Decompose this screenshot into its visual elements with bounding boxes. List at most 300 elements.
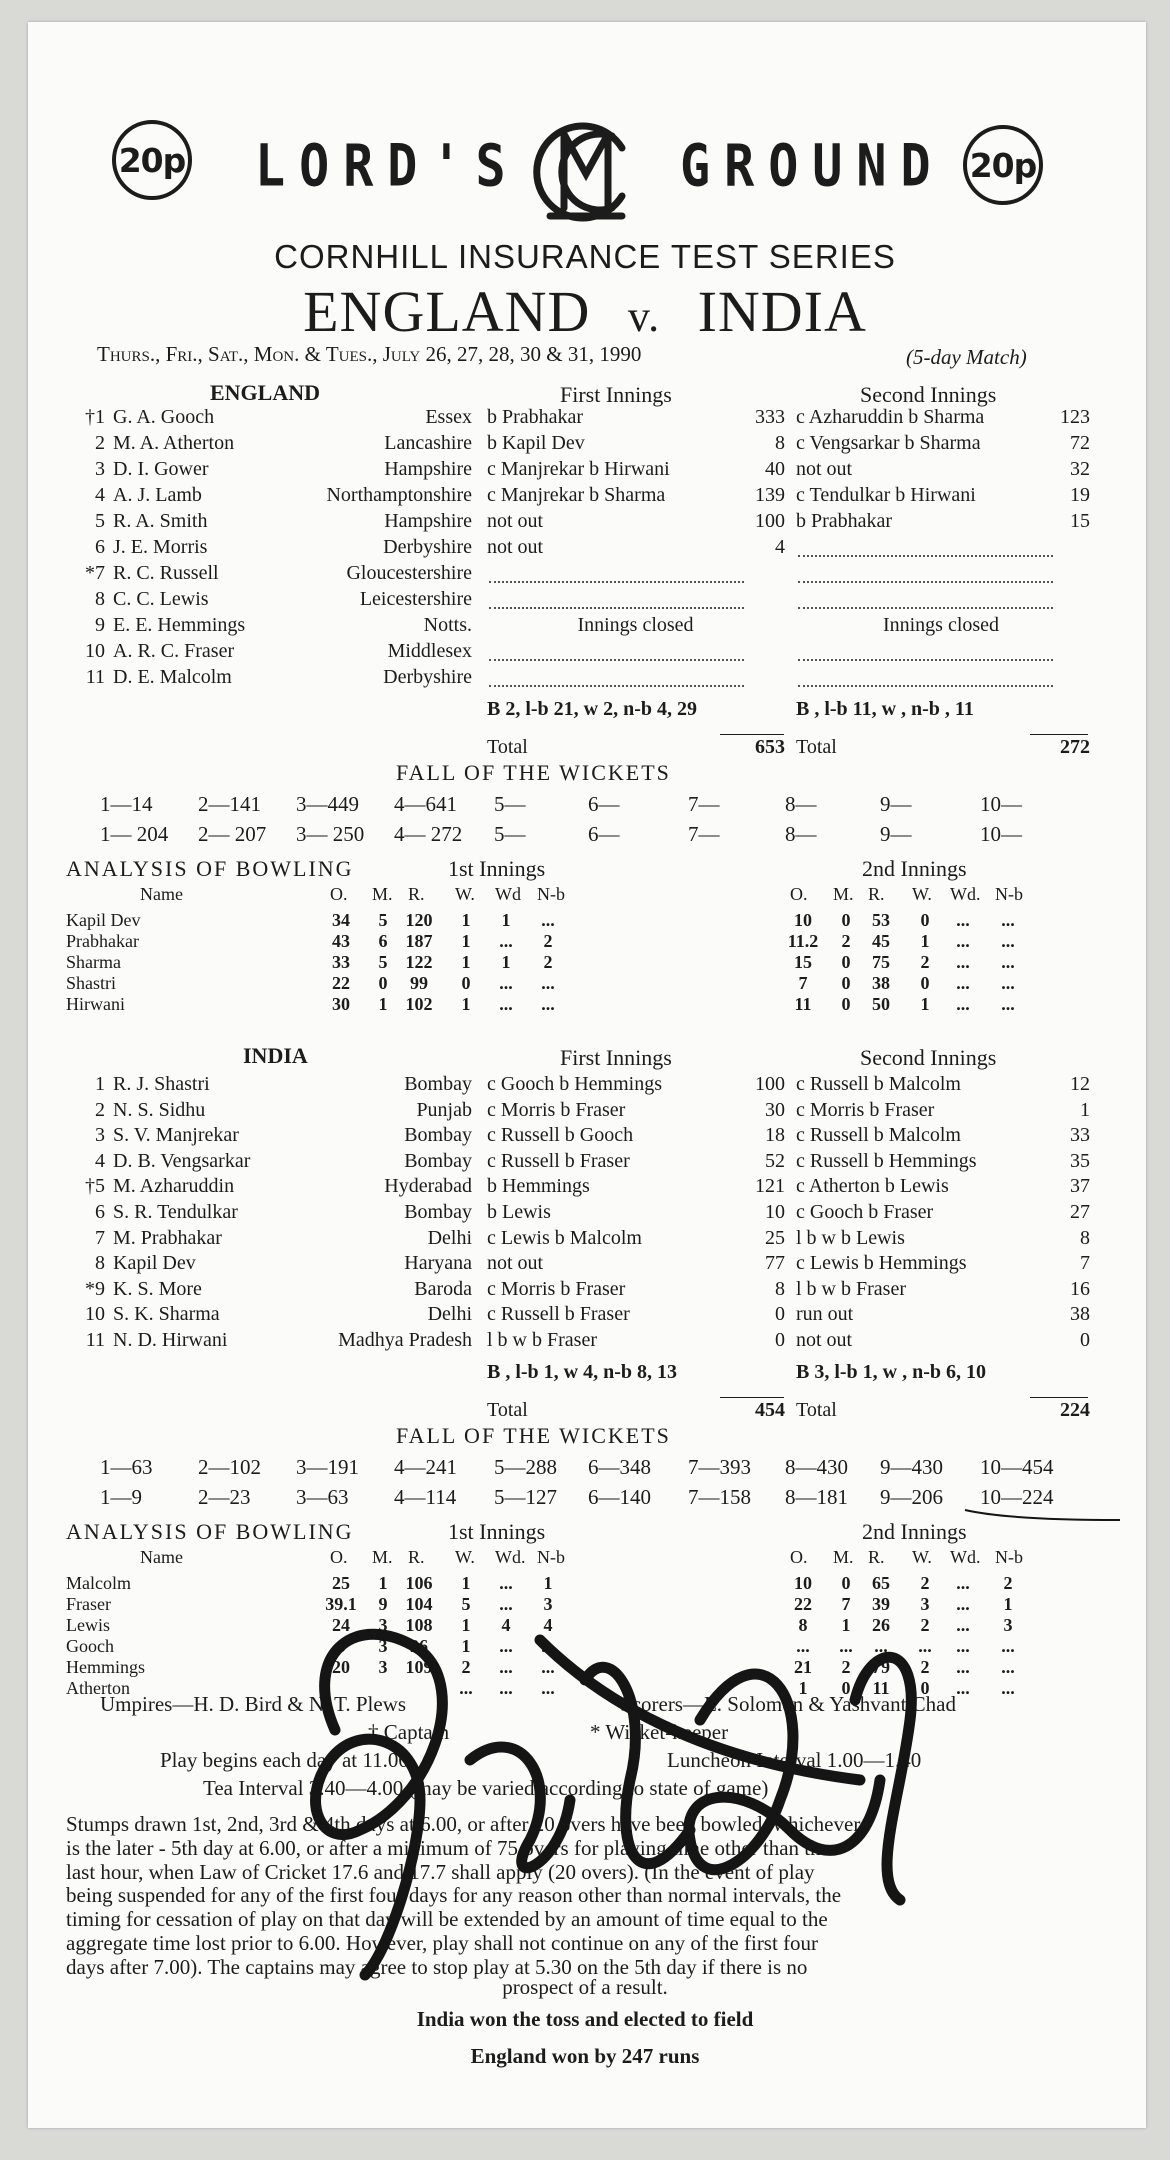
runs-first: 100 (755, 510, 785, 532)
dismissal-second: l b w b Fraser (796, 1277, 906, 1300)
bowling-w: 1 (461, 1614, 471, 1635)
runs-first: 8 (775, 1277, 785, 1300)
bowling-col-header: O. (790, 1546, 808, 1567)
bowling-r: 106 (405, 1572, 433, 1593)
bowling-r: 102 (405, 994, 433, 1014)
bowling-r: 120 (405, 910, 433, 930)
bowling-w: ... (459, 1677, 473, 1698)
bowling-w2: 2 (920, 1614, 930, 1635)
bowling-w: 1 (461, 910, 471, 930)
match-length: (5-day Match) (906, 345, 1027, 369)
bowling-col-header: Wd. (495, 1546, 526, 1567)
luncheon: Luncheon Interval 1.00—1.40 (667, 1748, 922, 1772)
runs-second: 38 (1070, 1303, 1090, 1326)
player-number: 10 (85, 640, 105, 662)
bowling-m2: 2 (841, 1656, 851, 1677)
player-number: 11 (85, 666, 105, 688)
fow-first: 2—141 (198, 792, 261, 816)
toss-result: India won the toss and elected to field (416, 2007, 754, 2031)
fow-second: 1— 204 (100, 822, 169, 846)
bowling-wd2: ... (956, 1677, 970, 1698)
bowling-m2: 7 (841, 1593, 851, 1614)
runs-first: 52 (765, 1149, 785, 1172)
dismissal-second: run out (796, 1303, 854, 1326)
bowling-w: 5 (461, 1593, 471, 1614)
bowling-w: 1 (461, 931, 471, 951)
bowling-r2: 26 (872, 1614, 890, 1635)
fow-second: 6— (588, 822, 620, 846)
bowler-name: Prabhakar (66, 931, 139, 951)
bowler-name: Fraser (66, 1593, 111, 1614)
dismissal-first: c Russell b Fraser (487, 1303, 630, 1326)
dismissal-first: c Gooch b Hemmings (487, 1073, 662, 1095)
tea-interval: Tea Interval 3.40—4.00 (may be varied according to state of game) (203, 1776, 769, 1800)
dismissal-second: c Lewis b Hemmings (796, 1252, 967, 1275)
bowling-nb: ... (541, 994, 555, 1014)
fow-second: 1—9 (100, 1484, 142, 1509)
bowling-wd2: ... (956, 973, 970, 993)
fow-second: 2— 207 (198, 822, 267, 846)
bowling-wd: 1 (501, 952, 511, 972)
player-number: 8 (95, 588, 105, 610)
bowler-name: Kapil Dev (66, 910, 141, 930)
fow-first: 7— (688, 792, 720, 816)
bowling-nb2: ... (1001, 1656, 1015, 1677)
bowling-wd2: ... (956, 931, 970, 951)
bowling-second-heading: 2nd Innings (862, 856, 967, 881)
bowling-wd2: ... (956, 910, 970, 930)
bowling-o2: 11 (794, 994, 812, 1014)
bowler-name: Gooch (66, 1635, 114, 1656)
bowling-o2: ... (796, 1635, 810, 1656)
bowling-col-header: Wd (495, 884, 521, 904)
player-name: E. E. Hemmings (113, 614, 246, 636)
bowling-o2: 1 (798, 1677, 808, 1698)
player-county: Hampshire (384, 458, 472, 480)
bowling-o2: 8 (798, 1614, 808, 1635)
player-county: Hyderabad (384, 1175, 472, 1198)
player-number: 6 (95, 536, 105, 558)
first-innings-heading: First Innings (560, 382, 672, 407)
bowling-r2: ... (874, 1635, 888, 1656)
dismissal-second: b Prabhakar (796, 510, 893, 532)
player-county: Bombay (404, 1073, 472, 1095)
bowling-m: 3 (378, 1635, 388, 1656)
bowling-w2: 2 (920, 952, 930, 972)
bowling-wd: ... (499, 1572, 513, 1593)
bowling-col-header: M. (833, 884, 854, 904)
player-number: †1 (85, 406, 105, 428)
player-county: Baroda (414, 1277, 472, 1300)
runs-second: 33 (1070, 1124, 1090, 1147)
total-label-second: Total (796, 736, 837, 758)
bowling-second-heading: 2nd Innings (862, 1518, 967, 1544)
runs-first: 4 (775, 536, 785, 558)
player-county: Madhya Pradesh (338, 1329, 472, 1351)
bowling-w2: 1 (920, 994, 930, 1014)
bowling-r: 104 (405, 1593, 433, 1614)
bowling-col-header: W. (912, 884, 932, 904)
fow-first: 9—430 (880, 1454, 943, 1479)
bowling-nb: 1 (543, 1572, 553, 1593)
player-name: Kapil Dev (113, 1252, 196, 1275)
bowling-nb2: 1 (1003, 1593, 1013, 1614)
versus: v. (627, 292, 661, 341)
dismissal-first: c Lewis b Malcolm (487, 1226, 642, 1249)
dismissal-second: c Russell b Hemmings (796, 1149, 977, 1172)
bowling-col-header: O. (790, 884, 808, 904)
fow-first: 1—63 (100, 1454, 153, 1479)
player-county: Delhi (427, 1303, 472, 1326)
price-badge-left: 20p (112, 120, 192, 200)
scorers: Scorers—E. Solomon & Yashvant Chad (620, 1692, 956, 1716)
bowling-w2: 1 (920, 931, 930, 951)
bowling-col-header: W. (455, 1546, 475, 1567)
fow-first: 5—288 (494, 1454, 557, 1479)
extras-second: B , l-b 11, w , n-b , 11 (796, 698, 974, 720)
player-county: Gloucestershire (346, 562, 472, 584)
dismissal-first: c Morris b Fraser (487, 1277, 626, 1300)
bowling-o: 39.1 (325, 1593, 357, 1614)
umpires: Umpires—H. D. Bird & N. T. Plews (100, 1692, 407, 1716)
dismissal-first: l b w b Fraser (487, 1329, 597, 1351)
fow-second: 3— 250 (296, 822, 365, 846)
player-number: †5 (85, 1175, 105, 1198)
bowling-col-header: O. (330, 884, 348, 904)
fow-first: 6—348 (588, 1454, 651, 1479)
runs-first: 333 (755, 406, 785, 428)
team2: INDIA (697, 279, 867, 344)
ground-title-right: GROUND (680, 132, 945, 200)
player-name: S. V. Manjrekar (113, 1124, 239, 1147)
player-county: Bombay (404, 1124, 472, 1147)
player-number: 6 (95, 1201, 105, 1223)
player-name: M. Prabhakar (113, 1226, 222, 1249)
runs-second: 72 (1070, 432, 1090, 454)
player-name: N. D. Hirwani (113, 1329, 228, 1351)
dismissal-second: not out (796, 1329, 853, 1351)
keeper-note: * Wicket-keeper (590, 1720, 729, 1744)
dismissal-second: c Gooch b Fraser (796, 1201, 934, 1223)
bowling-o2: 10 (794, 1572, 812, 1593)
player-number: 8 (95, 1252, 105, 1275)
bowling-o: 6 (336, 1635, 346, 1656)
dismissal-second: not out (796, 458, 853, 480)
dismissal-second: c Vengsarkar b Sharma (796, 432, 981, 454)
bowling-m2: 1 (841, 1614, 851, 1635)
innings-closed: Innings closed (577, 614, 694, 636)
dismissal-second: c Morris b Fraser (796, 1098, 935, 1121)
runs-first: 121 (755, 1175, 785, 1198)
bowler-name: Hemmings (66, 1656, 145, 1677)
runs-second: 123 (1060, 406, 1090, 428)
fow-first: 8—430 (785, 1454, 848, 1479)
fow-heading: FALL OF THE WICKETS (396, 760, 671, 785)
player-name: D. E. Malcolm (113, 666, 232, 688)
bowling-m2: 0 (841, 952, 851, 972)
team-heading: ENGLAND (210, 380, 321, 405)
player-number: 11 (85, 1329, 105, 1351)
bowling-nb2: ... (1001, 952, 1015, 972)
bowling-col-header: R. (868, 884, 885, 904)
player-county: Haryana (404, 1252, 472, 1275)
bowling-nb: ... (541, 1656, 555, 1677)
bowling-nb: 2 (543, 931, 553, 951)
player-number: 9 (95, 614, 105, 636)
player-number: 4 (95, 484, 105, 506)
dismissal-first: b Lewis (487, 1201, 551, 1223)
team1: ENGLAND (303, 279, 591, 344)
ground-title-left: LORD'S (255, 132, 520, 200)
player-name: S. R. Tendulkar (113, 1201, 238, 1223)
bowler-name: Atherton (66, 1677, 130, 1698)
fow-first: 5— (494, 792, 526, 816)
bowling-w2: 2 (920, 1656, 930, 1677)
bowling-w: 2 (461, 1656, 471, 1677)
player-name: M. A. Atherton (113, 432, 235, 454)
bowling-r: 26 (410, 1635, 428, 1656)
bowling-nb2: 3 (1003, 1614, 1013, 1635)
runs-first: 100 (755, 1073, 785, 1095)
total-first: 653 (755, 736, 785, 758)
stumps-line: days after 7.00). The captains may agree to stop play at 5.30 on the 5th day if there is no (66, 1954, 808, 1979)
dismissal-first: not out (487, 510, 544, 532)
dismissal-first: c Russell b Fraser (487, 1149, 630, 1172)
play-begins: Play begins each day at 11.00 (160, 1748, 409, 1772)
bowling-wd2: ... (956, 1635, 970, 1656)
bowling-nb: 4 (543, 1614, 553, 1635)
bowling-col-header: N-b (537, 884, 565, 904)
second-innings-heading: Second Innings (860, 1045, 997, 1070)
bowling-col-header: R. (408, 1546, 425, 1567)
player-name: R. J. Shastri (113, 1073, 210, 1095)
player-county: Bombay (404, 1149, 472, 1172)
fow-second: 5—127 (494, 1484, 557, 1509)
bowling-r: 99 (410, 973, 428, 993)
bowling-wd2: ... (956, 1572, 970, 1593)
bowling-col-header: M. (372, 1546, 393, 1567)
bowling-wd2: ... (956, 1614, 970, 1635)
player-name: D. I. Gower (113, 458, 209, 480)
bowling-o: 22 (332, 973, 350, 993)
runs-first: 8 (775, 432, 785, 454)
captain-note: † Captain (368, 1720, 450, 1744)
player-name: D. B. Vengsarkar (113, 1149, 251, 1172)
bowling-nb2: ... (1001, 931, 1015, 951)
runs-second: 35 (1070, 1149, 1090, 1172)
bowling-col-header: W. (455, 884, 475, 904)
first-innings-heading: First Innings (560, 1045, 672, 1070)
player-name: A. R. C. Fraser (113, 640, 235, 662)
bowling-w2: ... (918, 1635, 932, 1656)
bowling-o: 20 (332, 1656, 350, 1677)
runs-second: 16 (1070, 1277, 1090, 1300)
bowling-nb: ... (541, 973, 555, 993)
bowling-w2: 0 (920, 973, 930, 993)
fow-second: 6—140 (588, 1484, 651, 1509)
fow-heading: FALL OF THE WICKETS (396, 1422, 671, 1448)
bowling-wd: ... (499, 973, 513, 993)
bowling-o2: 10 (794, 910, 812, 930)
player-number: *7 (85, 562, 105, 584)
player-name: N. S. Sidhu (113, 1098, 206, 1121)
series-title: CORNHILL INSURANCE TEST SERIES (274, 238, 896, 275)
bowling-wd: ... (499, 1677, 513, 1698)
bowling-nb: 2 (543, 952, 553, 972)
bowling-w: 1 (461, 952, 471, 972)
stumps-line: is the later - 5th day at 6.00, or after a minimum of 75 overs for playing time other than the (66, 1835, 830, 1860)
bowling-m2: 0 (841, 1677, 851, 1698)
player-name: G. A. Gooch (113, 406, 215, 428)
bowling-col-header: Name (140, 884, 183, 904)
bowling-w: 1 (461, 1635, 471, 1656)
fow-first: 10— (980, 792, 1022, 816)
dismissal-first: b Hemmings (487, 1175, 590, 1198)
bowling-nb2: ... (1001, 973, 1015, 993)
runs-second: 19 (1070, 484, 1090, 506)
bowling-wd: ... (499, 931, 513, 951)
player-number: 2 (95, 432, 105, 454)
bowling-m: 5 (378, 910, 388, 930)
player-name: M. Azharuddin (113, 1175, 235, 1198)
runs-first: 25 (765, 1226, 785, 1249)
player-county: Hampshire (384, 510, 472, 532)
bowling-m2: 2 (841, 931, 851, 951)
stumps-line: Stumps drawn 1st, 2nd, 3rd & 4th days at 6.00, or after 20 overs have been bowled, whichever (66, 1812, 861, 1836)
bowling-nb: ... (541, 1677, 555, 1698)
bowling-col-header: W. (912, 1546, 932, 1567)
fow-second: 5— (494, 822, 526, 846)
bowling-o2: 22 (794, 1593, 812, 1614)
extras-first: B , l-b 1, w 4, n-b 8, 13 (487, 1360, 678, 1383)
bowling-nb2: ... (1001, 1677, 1015, 1698)
fow-second: 10—224 (980, 1484, 1054, 1509)
runs-first: 77 (765, 1252, 785, 1275)
bowling-o: 25 (332, 1572, 350, 1593)
fow-second: 10— (980, 822, 1022, 846)
bowling-m: 3 (378, 1656, 388, 1677)
runs-second: 32 (1070, 458, 1090, 480)
bowling-m2: 0 (841, 910, 851, 930)
bowling-col-header: R. (868, 1546, 885, 1567)
player-name: K. S. More (113, 1277, 202, 1300)
fow-second: 8—181 (785, 1484, 848, 1509)
player-county: Notts. (423, 614, 472, 636)
bowling-o2: 15 (794, 952, 812, 972)
bowling-m: 9 (378, 1593, 388, 1614)
bowling-o2: 11.2 (787, 931, 819, 951)
player-county: Bombay (404, 1201, 472, 1223)
bowling-col-header: N-b (995, 884, 1023, 904)
bowling-col-header: O. (330, 1546, 348, 1567)
bowling-o: 24 (332, 1614, 350, 1635)
stumps-line: last hour, when Law of Cricket 17.6 and 17.7 shall apply (20 overs). (In the event of play (66, 1859, 815, 1884)
fow-first: 3—191 (296, 1454, 359, 1479)
bowling-heading: ANALYSIS OF BOWLING (66, 856, 354, 881)
player-number: 3 (95, 1124, 105, 1147)
team-heading: INDIA (243, 1043, 308, 1068)
bowling-w2: 0 (920, 910, 930, 930)
bowling-heading: ANALYSIS OF BOWLING (66, 1518, 354, 1544)
stumps-line: being suspended for any of the first four days for any reason other than normal intervals, the (66, 1883, 842, 1908)
bowling-wd: ... (499, 1656, 513, 1677)
bowling-wd2: ... (956, 1593, 970, 1614)
bowler-name: Malcolm (66, 1572, 131, 1593)
bowling-o: 30 (332, 994, 350, 1014)
player-number: 1 (95, 1073, 105, 1095)
total-second: 272 (1060, 736, 1090, 758)
bowling-r: 108 (405, 1614, 433, 1635)
fow-first: 9— (880, 792, 912, 816)
bowling-w: 1 (461, 1572, 471, 1593)
bowling-col-header: Wd. (950, 884, 981, 904)
fow-second: 3—63 (296, 1484, 349, 1509)
player-name: S. K. Sharma (113, 1303, 220, 1326)
runs-second: 1 (1080, 1098, 1090, 1121)
fow-second: 9—206 (880, 1484, 943, 1509)
bowling-r: 187 (405, 931, 433, 951)
bowling-r2: 38 (872, 973, 890, 993)
fow-first: 3—449 (296, 792, 359, 816)
bowling-first-heading: 1st Innings (448, 856, 546, 881)
bowling-wd: 4 (501, 1614, 511, 1635)
total-second: 224 (1060, 1398, 1090, 1421)
runs-first: 18 (765, 1124, 785, 1147)
bowling-w2: 2 (920, 1572, 930, 1593)
match-dates: Thurs., Fri., Sat., Mon. & Tues., July 26, 27, 28, 30 & 31, 1990 (97, 342, 642, 366)
bowler-name: Sharma (66, 952, 121, 972)
bowling-nb2: ... (1001, 910, 1015, 930)
total-label-second: Total (796, 1398, 837, 1421)
player-county: Lancashire (384, 432, 472, 454)
bowling-wd: ... (499, 994, 513, 1014)
bowling-m: 3 (378, 1614, 388, 1635)
bowling-wd: ... (499, 1593, 513, 1614)
bowling-r: 122 (405, 952, 433, 972)
bowling-nb: 3 (543, 1593, 553, 1614)
dismissal-first: b Prabhakar (487, 406, 584, 428)
extras-first: B 2, l-b 21, w 2, n-b 4, 29 (487, 698, 698, 720)
bowling-wd2: ... (956, 952, 970, 972)
player-county: Punjab (416, 1098, 472, 1121)
runs-second: 15 (1070, 510, 1090, 532)
bowling-r2: 39 (872, 1593, 890, 1614)
bowling-r2: 45 (872, 931, 890, 951)
extras-second: B 3, l-b 1, w , n-b 6, 10 (796, 1360, 987, 1383)
bowling-wd2: ... (956, 1656, 970, 1677)
bowling-w: 1 (461, 994, 471, 1014)
bowling-r2: 50 (872, 994, 890, 1014)
bowling-r2: 79 (872, 1656, 890, 1677)
fow-first: 10—454 (980, 1454, 1054, 1479)
bowling-nb2: 2 (1003, 1572, 1013, 1593)
bowling-w2: 0 (920, 1677, 930, 1698)
runs-second: 37 (1070, 1175, 1090, 1198)
player-county: Middlesex (387, 640, 472, 662)
bowling-col-header: M. (372, 884, 393, 904)
fow-second: 9— (880, 822, 912, 846)
bowling-nb: ... (541, 1635, 555, 1656)
total-first: 454 (755, 1398, 785, 1421)
player-number: 7 (95, 1226, 105, 1249)
bowling-wd: ... (499, 1635, 513, 1656)
runs-first: 40 (765, 458, 785, 480)
fow-second: 8— (785, 822, 817, 846)
fow-first: 6— (588, 792, 620, 816)
bowling-wd2: ... (956, 994, 970, 1014)
player-county: Leicestershire (359, 588, 472, 610)
runs-second: 27 (1070, 1201, 1090, 1223)
